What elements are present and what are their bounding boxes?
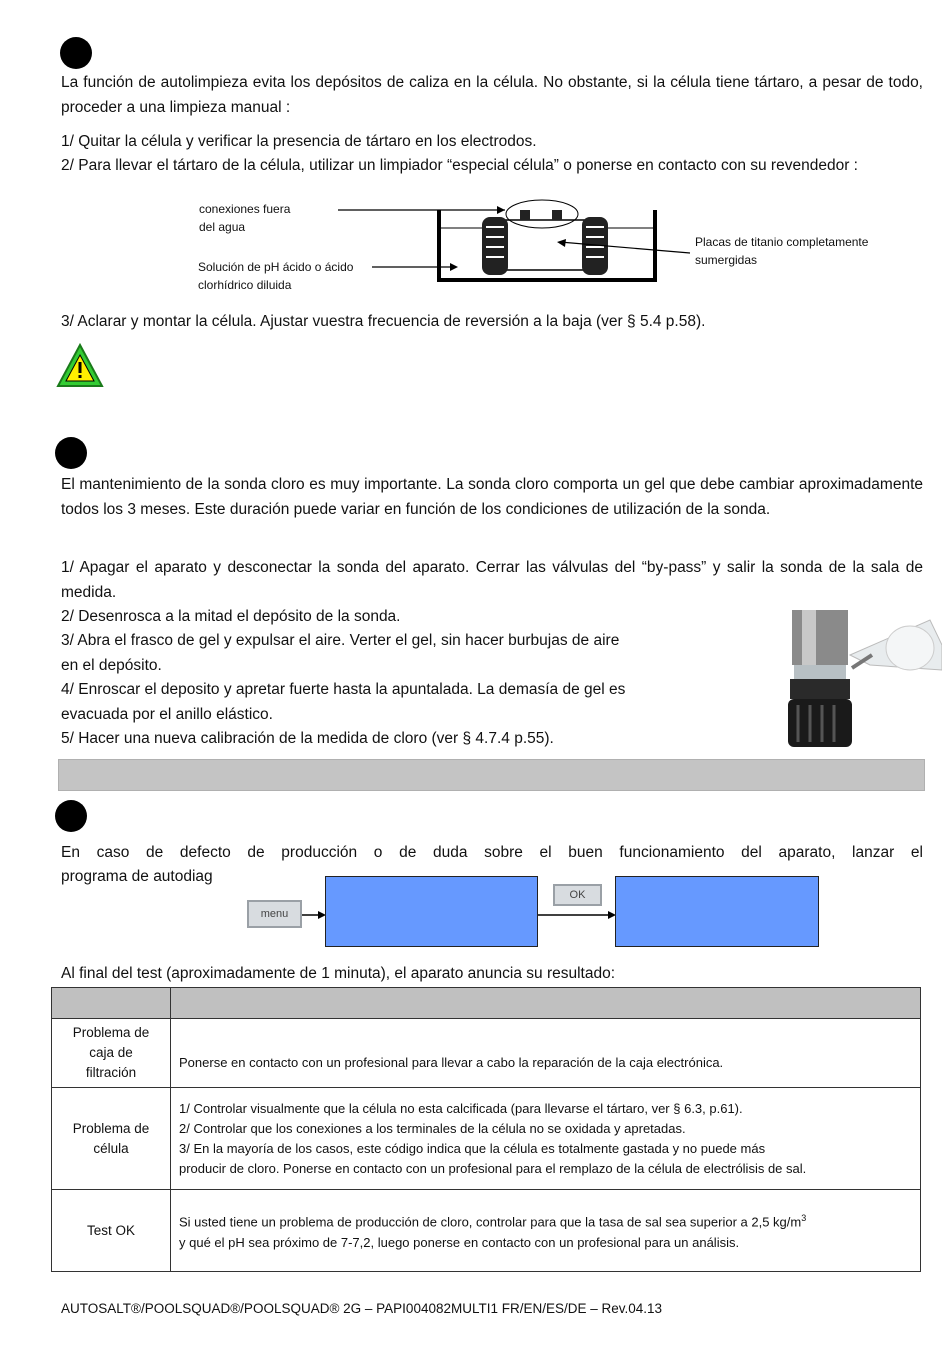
row-label: Problema de célula bbox=[52, 1088, 171, 1190]
section3-result-line: Al final del test (aproximadamente de 1 minuta), el aparato anuncia su resultado: bbox=[61, 965, 616, 982]
section3-intro-line1: En caso de defecto de producción o de duda sobre el buen funcionamiento del aparato, lanzar el bbox=[61, 844, 923, 861]
section2-step2: 2/ Desenrosca a la mitad el depósito de la sonda. bbox=[61, 608, 401, 625]
section1-step1: 1/ Quitar la célula y verificar la presencia de tártaro en los electrodos. bbox=[61, 133, 537, 150]
display-screen-2 bbox=[615, 876, 819, 947]
arrow-icon bbox=[302, 908, 326, 922]
section3-intro-line2: programa de autodiag bbox=[61, 868, 213, 885]
section-bullet-2 bbox=[55, 437, 87, 469]
page-footer: AUTOSALT®/POOLSQUAD®/POOLSQUAD® 2G – PAPI004082MULTI1 FR/EN/ES/DE – Rev.04.13 bbox=[61, 1301, 663, 1316]
section-header-bar bbox=[58, 759, 925, 791]
arrow-icon bbox=[538, 908, 616, 922]
diagram-label-plates: Placas de titanio completamente sumergidas bbox=[695, 235, 869, 267]
section-bullet-3 bbox=[55, 800, 87, 832]
row-label: Problema de caja de filtración bbox=[52, 1019, 171, 1088]
section2-step4: 4/ Enroscar el deposito y apretar fuerte hasta la apuntalada. La demasía de gel es bbox=[61, 681, 626, 698]
row-text: Ponerse en contacto con un profesional para llevar a cabo la reparación de la caja electrónica. bbox=[171, 1019, 921, 1088]
menu-button[interactable]: menu bbox=[247, 900, 302, 928]
table-row bbox=[52, 1088, 921, 1190]
table-row bbox=[52, 1019, 921, 1088]
section1-step3: 3/ Aclarar y montar la célula. Ajustar vuestra frecuencia de reversión a la baja (ver § 5.4 p.58). bbox=[61, 313, 706, 330]
section2-step1: 1/ Apagar el aparato y desconectar la sonda del aparato. Cerrar las válvulas del “by-pass” y salir la sonda de la sala de medida. bbox=[61, 559, 923, 601]
probe-gel-photo bbox=[780, 610, 942, 750]
ok-button[interactable]: OK bbox=[553, 884, 602, 906]
row-text: 1/ Controlar visualmente que la célula no esta calcificada (para llevarse el tártaro, ver § 6.3, p.61). 2/ Controlar que los conexiones a los terminales de la célula no se oxidada y apretadas. 3/ En la mayoría de los casos, este código indica que la célula es totalmente gastada y no puede más producir de cloro. Ponerse en contacto con un profesional para el remplazo de la célula de electrólisis de sal. bbox=[171, 1088, 921, 1190]
section2-intro: El mantenimiento de la sonda cloro es muy importante. La sonda cloro comporta un gel que debe cambiar aproximadamente todos los 3 meses. Este duración puede variar en función de los condiciones de utilización de la sonda. bbox=[61, 476, 923, 518]
diagnostic-results-table bbox=[51, 987, 921, 1272]
warning-icon bbox=[56, 343, 104, 388]
section2-step3-cont: en el depósito. bbox=[61, 657, 162, 674]
section2-step5: 5/ Hacer una nueva calibración de la medida de cloro (ver § 4.7.4 p.55). bbox=[61, 730, 554, 747]
row-label: Test OK bbox=[52, 1190, 171, 1272]
diagram-label-solution: Solución de pH ácido o ácido clorhídrico diluida bbox=[198, 260, 354, 292]
section-bullet-1 bbox=[60, 37, 92, 69]
display-screen-1 bbox=[325, 876, 538, 947]
table-row bbox=[52, 1190, 921, 1272]
superscript: 3 bbox=[801, 1213, 807, 1224]
cell-cleaning-diagram bbox=[0, 195, 950, 290]
table-header-row bbox=[52, 988, 921, 1019]
diagram-label-connections: conexiones fuera del agua bbox=[199, 202, 291, 234]
row-text: Si usted tiene un problema de producción de cloro, controlar para que la tasa de sal sea superior a 2,5 $kg/m^3$ y qué el pH sea próximo de 7-7,2, luego ponerse en contacto con un profesional para un análisis. bbox=[171, 1190, 921, 1272]
section1-intro: La función de autolimpieza evita los depósitos de caliza en la célula. No obstante, si la célula tiene tártaro, a pesar de todo, proceder a una limpieza manual : bbox=[61, 74, 923, 116]
section2-step3: 3/ Abra el frasco de gel y expulsar el aire. Verter el gel, sin hacer burbujas de aire bbox=[61, 632, 620, 649]
section1-step2: 2/ Para llevar el tártaro de la célula, utilizar un limpiador “especial célula” o ponerse en contacto con su revendedor : bbox=[61, 157, 858, 174]
section2-step4-cont: evacuada por el anillo elástico. bbox=[61, 706, 273, 723]
